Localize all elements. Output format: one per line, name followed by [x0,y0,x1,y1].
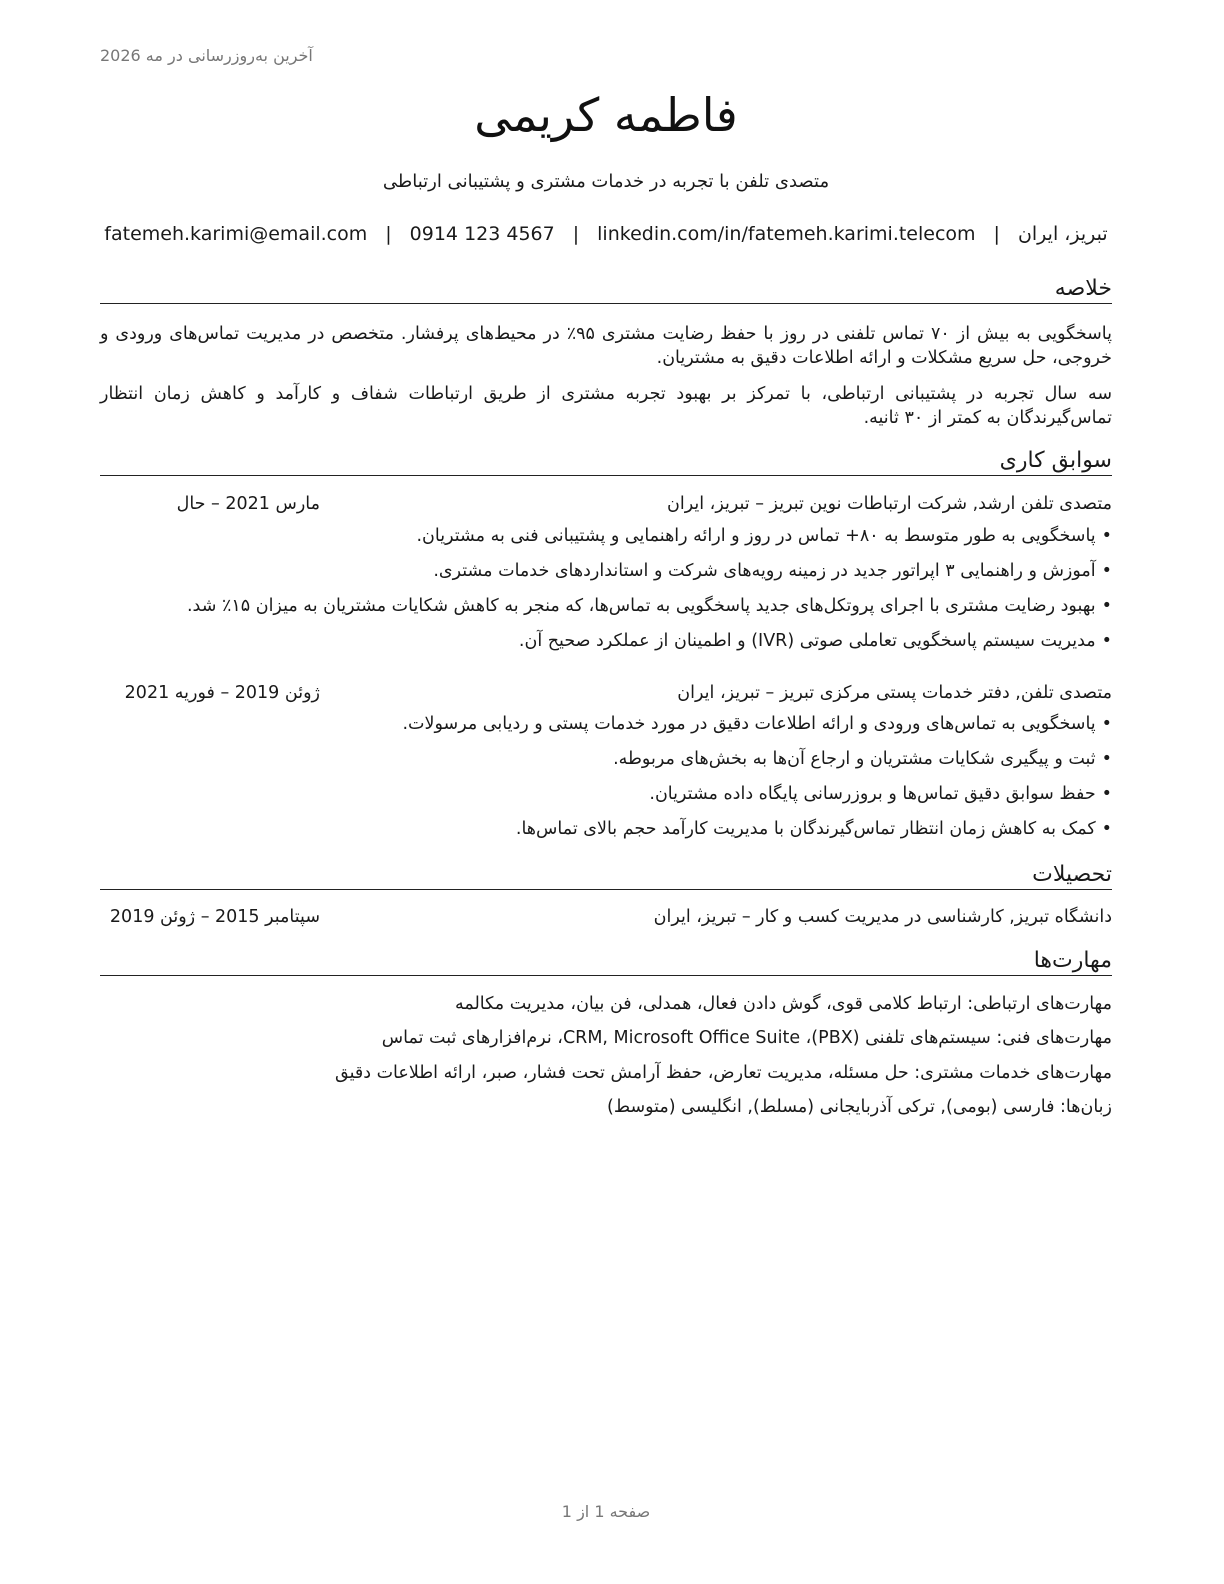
contact-location: تبریز، ایران [1017,223,1108,245]
skill-line: زبان‌ها: فارسی (بومی), ترکی آذربایجانی (مسلط), انگلیسی (متوسط) [607,1097,1112,1117]
page-number: صفحه 1 از 1 [561,1502,651,1521]
job-bullet: •ثبت و پیگیری شکایات مشتریان و ارجاع آن‌ها به بخش‌های مربوطه. [613,749,1112,769]
contact-separator: | [993,223,1000,245]
job-header [100,683,1112,703]
contact-linkedin[interactable]: linkedin.com/in/fatemeh.karimi.telecom [597,223,976,245]
contact-separator: | [385,223,392,245]
resume-page [100,0,1112,1584]
job-dates: ژوئن 2019 – فوریه 2021 [124,683,320,703]
job-bullet: •پاسخگویی به طور متوسط به ۸۰+ تماس در روز و ارائه راهنمایی و پشتیبانی فنی به مشتریان. [416,526,1112,546]
job-title: متصدی تلفن, دفتر خدمات پستی مرکزی تبریز – تبریز، ایران [677,683,1112,703]
job-bullet: •آموزش و راهنمایی ۳ اپراتور جدید در زمینه رویه‌های شرکت و استانداردهای خدمات مشتری. [433,561,1112,581]
education-dates: سپتامبر 2015 – ژوئن 2019 [109,907,320,927]
job-dates: مارس 2021 – حال [176,494,320,514]
summary-paragraph: سه سال تجربه در پشتیبانی ارتباطی، با تمرکز بر بهبود تجربه مشتری از طریق ارتباطات شفاف و کارآمد و کاهش زمان انتظار تماس‌گیرندگان به کمتر از ۳۰ ثانیه. [100,384,1112,428]
education-title: دانشگاه تبریز, کارشناسی در مدیریت کسب و کار – تبریز، ایران [653,907,1112,927]
education-row [100,907,1112,927]
contact-email[interactable]: fatemeh.karimi@email.com [104,223,368,245]
contact-separator: | [572,223,580,245]
summary-paragraph: پاسخگویی به بیش از ۷۰ تماس تلفنی در روز با حفظ رضایت مشتری ۹۵٪ در محیط‌های پرفشار. متخصص در مدیریت تماس‌های ورودی و خروجی، حل سریع مشکلات و ارائه اطلاعات دقیق به مشتریان. [100,324,1113,368]
headline: متصدی تلفن با تجربه در خدمات مشتری و پشتیبانی ارتباطی [382,171,830,192]
job-title: متصدی تلفن ارشد, شرکت ارتباطات نوین تبریز – تبریز، ایران [667,494,1112,514]
skill-line: مهارت‌های فنی: سیستم‌های تلفنی (PBX)، CRM, Microsoft Office Suite، نرم‌افزارهای ثبت تماس [381,1028,1112,1048]
section-title-summary: خلاصه [100,276,1112,304]
job-bullet: •پاسخگویی به تماس‌های ورودی و ارائه اطلاعات دقیق در مورد خدمات پستی و ردیابی مرسولات. [402,714,1112,734]
section-title-experience: سوابق کاری [100,448,1112,476]
job-bullet: •حفظ سوابق دقیق تماس‌ها و بروزرسانی پایگاه داده مشتریان. [649,784,1112,804]
section-title-education: تحصیلات [100,862,1112,890]
job-bullet: •بهبود رضایت مشتری با اجرای پروتکل‌های جدید پاسخگویی به تماس‌ها، که منجر به کاهش شکایات مشتریان به میزان ۱۵٪ شد. [186,596,1112,616]
contact-line [100,223,1112,245]
person-name: فاطمه کریمی [474,88,738,142]
job-bullet: •کمک به کاهش زمان انتظار تماس‌گیرندگان با مدیریت کارآمد حجم بالای تماس‌ها. [515,819,1112,839]
skill-line: مهارت‌های خدمات مشتری: حل مسئله، مدیریت تعارض، حفظ آرامش تحت فشار، صبر، ارائه اطلاعات دقیق [334,1063,1112,1083]
section-title-skills: مهارت‌ها [100,948,1112,976]
job-bullet: •مدیریت سیستم پاسخگویی تعاملی صوتی (IVR) و اطمینان از عملکرد صحیح آن. [518,631,1112,651]
last-updated: آخرین به‌روزرسانی در مه 2026 [100,46,313,65]
job-header [100,494,1112,514]
skill-line: مهارت‌های ارتباطی: ارتباط کلامی قوی، گوش دادن فعال، همدلی، فن بیان، مدیریت مکالمه [454,994,1112,1014]
contact-phone[interactable]: 0914 123 4567 [409,223,555,245]
